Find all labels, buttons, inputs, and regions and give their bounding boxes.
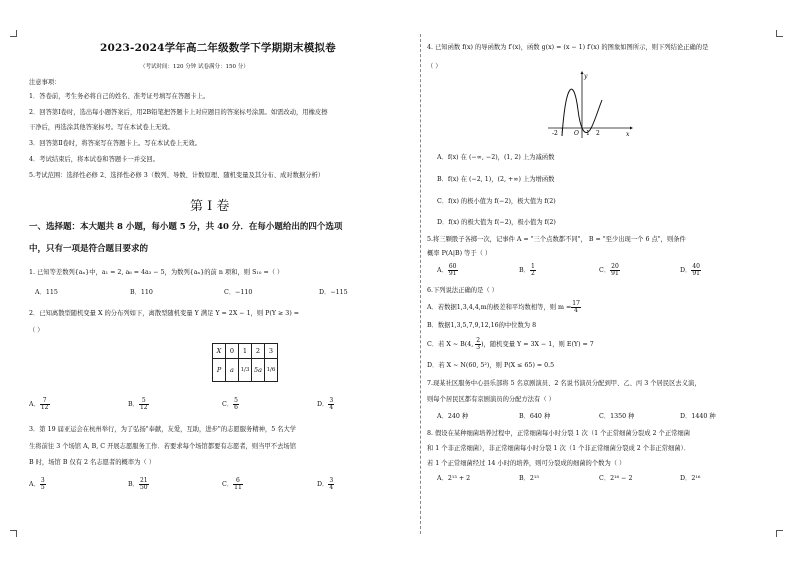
notice-4: 4．考试结束后，将本试卷和答题卡一并交回。	[29, 156, 159, 163]
q8-line3: 若 1 个正常细菌经过 14 小时的培养，则可分裂成的细菌的个数为（ ）	[427, 460, 626, 467]
option-letter: B．	[519, 267, 530, 274]
q8-line1: 8. 假设在某种细菌培养过程中，正常细菌每小时分裂 1 次（1 个正常细菌分裂成 2 个正常细菌	[427, 430, 691, 437]
numerator: 60	[448, 263, 457, 270]
option-letter: D．	[317, 401, 329, 408]
q2-distribution-table	[212, 343, 278, 382]
denominator: 3	[476, 344, 481, 351]
q3-option-d	[317, 478, 334, 491]
denominator: 11	[234, 484, 242, 491]
page-title: 2023-2024学年高二年级数学下学期期末模拟卷	[100, 42, 336, 54]
notice-2-cont: 干净后，再选涂其他答案标号。写在本试卷上无效。	[29, 124, 174, 131]
q7-option-a: A．240 种	[437, 413, 469, 420]
q2-option-c	[222, 398, 239, 411]
q7-option-d: D．1440 种	[680, 413, 716, 420]
fraction	[139, 398, 149, 411]
numerator: 5	[139, 398, 149, 405]
q3-option-b	[128, 478, 149, 491]
q5-option-a	[437, 264, 458, 277]
q5-option-c	[599, 264, 620, 277]
notice-heading: 注意事项：	[29, 79, 61, 86]
q7-line2: 则每个居民区都有京剧演员的分配方法有（ ）	[427, 396, 555, 403]
option-letter: B．	[128, 401, 139, 408]
q3-line1: 3．第 19 届亚运会在杭州举行，为了弘扬"奉献，友爱，互助，进步"的志愿服务精神，5 名大学	[29, 426, 297, 433]
fraction	[571, 301, 581, 314]
q2-option-d	[317, 398, 334, 411]
page-subtitle: （考试时间：120 分钟 试卷满分：150 分）	[140, 64, 249, 70]
fraction	[328, 398, 334, 411]
q6-option-b: B．数据1,3,5,7,9,12,16的中位数为 8	[427, 322, 537, 329]
q1-option-c: C．−110	[224, 289, 253, 296]
q8-option-c: C．2¹⁶ − 2	[599, 475, 633, 482]
option-letter: C．	[599, 267, 611, 274]
q4-function-graph	[544, 70, 634, 140]
q3-option-a	[29, 478, 46, 491]
denominator: 91	[448, 270, 457, 277]
table-cell: 5a	[252, 359, 265, 382]
q5-option-d	[680, 264, 701, 277]
graph-label-minus2: -2	[552, 130, 558, 137]
numerator: 2	[476, 337, 481, 344]
option-letter: B．	[128, 481, 139, 488]
denominator: 91	[611, 270, 619, 277]
fraction	[40, 478, 46, 491]
numerator: 21	[139, 477, 148, 484]
q7-option-b: B．640 种	[519, 413, 551, 420]
q4-line2: （ ）	[427, 63, 442, 70]
denominator: 5	[40, 484, 45, 491]
table-cell: X	[213, 344, 226, 359]
option-letter: C．	[222, 481, 234, 488]
q4-option-d: D．f(x) 的极大值为 f(−2)，极小值为 f(2)	[437, 219, 556, 226]
table-cell: P	[213, 359, 226, 382]
q8-option-a: A．2¹³ + 2	[437, 475, 471, 482]
table-cell: 1/6	[265, 359, 278, 382]
q8-option-b: B．2¹⁵	[519, 475, 539, 482]
q2-stem: 2．已知离散型随机变量 X 的分布列如下，离散型随机变量 Y 满足 Y = 2X − 1，则 P(Y ≥ 3) =	[29, 310, 300, 317]
table-cell: 3	[265, 344, 278, 359]
q2-option-b	[128, 398, 149, 411]
table-cell: 1	[239, 344, 252, 359]
denominator: 12	[40, 404, 49, 411]
q4-option-c: C．f(x) 的极小值为 f(−2)，极大值为 f(2)	[437, 198, 556, 205]
q6-option-a	[427, 301, 581, 314]
graph-label-1: 1	[586, 130, 590, 137]
fraction	[233, 398, 239, 411]
denominator: 4	[329, 404, 334, 411]
section-heading-line2: 中，只有一项是符合题目要求的	[29, 244, 149, 254]
q6-option-c-pre: C．若 X ~ B(4,	[427, 341, 476, 348]
q7-option-c: C．1350 种	[599, 413, 635, 420]
numerator: 17	[572, 300, 580, 307]
fraction	[40, 398, 50, 411]
table-cell: 2	[252, 344, 265, 359]
column-divider	[420, 34, 421, 534]
q2-stem-paren: （ ）	[29, 327, 44, 334]
q8-line2: 和 1 个非正常细菌），非正常细菌每小时分裂 1 次（1 个非正常细菌分裂成 2 个非正常细菌）．	[427, 445, 691, 452]
fraction	[233, 478, 243, 491]
fraction	[530, 264, 536, 277]
table-cell: 1/3	[239, 359, 252, 382]
q1-option-d: D．−115	[319, 289, 348, 296]
notice-5: 5.考试范围：选择性必修 2、选择性必修 3（数列、导数、计数原理、随机变量及其分布、成对数据分析）	[29, 172, 325, 179]
denominator: 6	[234, 404, 238, 411]
q1-option-b: B．110	[130, 289, 153, 296]
q1-stem: 1. 已知等差数列{aₙ}中，a₁ = 2, a₆ = 4a₃ − 5，为数列{aₙ}的前 n 项和，则 S₁₀ =（ ）	[29, 269, 284, 276]
graph-label-x: x	[626, 131, 630, 138]
table-cell: 0	[226, 344, 239, 359]
numerator: 7	[40, 398, 50, 405]
option-letter: A．	[437, 267, 448, 274]
q5-line1: 5.将三颗骰子各掷一次，记事件 A = "三个点数都不同"， B = "至少出现一个 6 点"，则条件	[427, 236, 686, 243]
q3-line3: B 时，场馆 B 仅有 2 名志愿者的概率为（ ）	[29, 459, 156, 466]
graph-label-y: y	[584, 73, 588, 80]
fraction	[610, 264, 620, 277]
fraction	[328, 478, 334, 491]
q1-option-a: A．115	[35, 289, 58, 296]
q6-option-a-text: A．若数据1,3,4,4,m的极差和平均数相等，则 m =	[427, 304, 572, 311]
table-cell: a	[226, 359, 239, 382]
denominator: 4	[329, 484, 334, 491]
q2-option-a	[29, 398, 50, 411]
option-letter: D．	[680, 267, 692, 274]
numerator: 20	[611, 263, 619, 270]
numerator: 3	[40, 477, 45, 484]
q6-option-d: D．若 X ~ N(60, 5²)，则 P(X ≤ 65) = 0.5	[427, 362, 555, 369]
fraction	[448, 264, 458, 277]
q7-line1: 7.现某社区服务中心县乐部将 5 名京剧演员、2 名说书演员分配到甲、乙、丙 3 个居民区去义演，	[427, 380, 701, 387]
option-letter: A．	[29, 401, 40, 408]
notice-2: 2．回答第Ⅰ卷时，选出每小题答案后，用2B铅笔把答题卡上对应题目的答案标号涂黑。如需改动，用橡皮擦	[29, 109, 328, 116]
graph-label-2: 2	[596, 130, 600, 137]
q6-stem: 6.下列说法正确的是（ ）	[427, 287, 498, 294]
table-row	[213, 344, 278, 359]
q3-option-c	[222, 478, 243, 491]
numerator: 5	[234, 397, 238, 404]
notice-1: 1．答卷前，考生务必将自己的姓名、准考证号填写在答题卡上。	[29, 93, 210, 100]
q6-option-c	[427, 338, 594, 351]
option-letter: D．	[317, 481, 329, 488]
q8-option-d: D．2¹⁶	[680, 475, 701, 482]
q5-line2: 概率 P(A|B) 等于（ ）	[427, 250, 492, 257]
q5-option-b	[519, 264, 536, 277]
q4-option-b: B．f(x) 在 (−2, 1)，(2, +∞) 上为增函数	[437, 176, 555, 183]
denominator: 2	[530, 270, 535, 277]
fraction	[139, 478, 149, 491]
q4-option-a: A．f(x) 在 (−∞, −2)，(1, 2) 上为减函数	[437, 154, 555, 161]
notice-3: 3．回答第Ⅱ卷时，将答案写在答题卡上。写在本试卷上无效。	[29, 140, 202, 147]
graph-label-origin: O	[574, 130, 579, 137]
option-letter: C．	[222, 401, 234, 408]
numerator: 6	[233, 478, 243, 485]
denominator: 50	[139, 484, 148, 491]
numerator: 3	[329, 477, 334, 484]
denominator: 12	[139, 404, 148, 411]
q3-line2: 生将前往 3 个场馆 A, B, C 开展志愿服务工作．若要求每个场馆都要有志愿者，则当甲不去场馆	[29, 443, 296, 450]
denominator: 91	[692, 270, 700, 277]
q6-option-c-post: )，随机变量 Y = 3X − 1，则 E(Y) = 7	[481, 341, 594, 348]
x-axis-arrow	[630, 127, 633, 130]
denominator: 4	[574, 307, 578, 314]
section-heading-line1: 一、选择题：本大题共 8 小题，每小题 5 分，共 40 分．在每小题给出的四个选项	[29, 222, 343, 232]
option-letter: A．	[29, 481, 40, 488]
numerator: 40	[692, 263, 700, 270]
q4-line1: 4. 已知函数 f(x) 的导函数为 f′(x)，函数 g(x) = (x − 1) f′(x) 的图象如图所示，则下列结论正确的是	[427, 44, 709, 51]
volume-title: 第 Ⅰ 卷	[190, 199, 230, 214]
right-column	[424, 0, 786, 562]
fraction	[691, 264, 701, 277]
numerator: 1	[530, 263, 535, 270]
numerator: 3	[329, 397, 334, 404]
table-row	[213, 359, 278, 382]
